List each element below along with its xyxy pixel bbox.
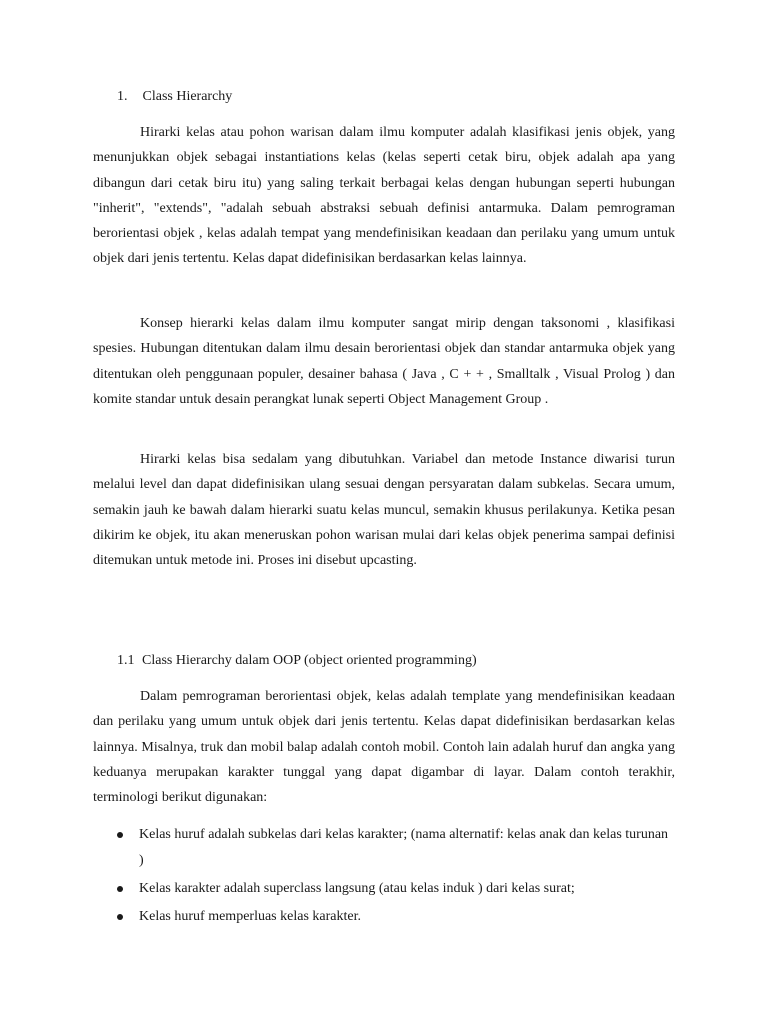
list-item <box>93 904 675 930</box>
list-item-text: Kelas karakter adalah superclass langsung (atau kelas induk ) dari kelas surat; <box>139 881 575 896</box>
section-title: Class Hierarchy dalam OOP (object oriented programming) <box>142 653 477 668</box>
section-number: 1.1 <box>117 653 135 668</box>
section-heading-1 <box>117 87 232 107</box>
paragraph-hierarki-definition: Hirarki kelas atau pohon warisan dalam ilmu komputer adalah klasifikasi jenis objek, yang menunjukkan objek sebagai instantiations kelas (kelas seperti cetak biru, objek adalah apa yang dibangun dari cetak biru itu) yang saling terkait berbagai kelas dengan hubungan seperti hubungan "inherit", "extends", "adalah sebuah abstraksi sebuah definisi antarmuka. Dalam pemrograman berorientasi objek , kelas adalah tempat yang mendefinisikan keadaan dan perilaku yang umum untuk objek dari jenis tertentu. Kelas dapat didefinisikan berdasarkan kelas lainnya. <box>93 125 675 267</box>
paragraph-hirarki-kedalaman: Hirarki kelas bisa sedalam yang dibutuhkan. Variabel dan metode Instance diwarisi turun melalui level dan dapat didefinisikan ulang sesuai dengan persyaratan dalam subkelas. Secara umum, semakin jauh ke bawah dalam hierarki suatu kelas muncul, semakin khusus perilakunya. Ketika pesan dikirim ke objek, itu akan meneruskan pohon warisan mulai dari kelas objek penerima sampai definisi ditemukan untuk metode ini. Proses ini disebut upcasting. <box>93 452 675 569</box>
bullet-icon <box>117 832 123 838</box>
list-item <box>93 822 675 874</box>
list-item-text: Kelas huruf memperluas kelas karakter. <box>139 909 361 924</box>
list-item <box>93 876 675 902</box>
paragraph-konsep-hierarki: Konsep hierarki kelas dalam ilmu komputer sangat mirip dengan taksonomi , klasifikasi spesies. Hubungan ditentukan dalam ilmu desain berorientasi objek dan standar antarmuka objek yang ditentukan oleh penggunaan populer, desainer bahasa ( Java , C + + , Smalltalk , Visual Prolog ) dan komite standar untuk desain perangkat lunak seperti Object Management Group . <box>93 316 675 407</box>
paragraph-oop-kelas: Dalam pemrograman berorientasi objek, kelas adalah template yang mendefinisikan keadaan dan perilaku yang umum untuk objek dari jenis tertentu. Kelas dapat didefinisikan berdasarkan kelas lainnya. Misalnya, truk dan mobil balap adalah contoh mobil. Contoh lain adalah huruf dan angka yang keduanya merupakan karakter tunggal yang dapat digambar di layar. Dalam contoh terakhir, terminologi berikut digunakan: <box>93 689 675 806</box>
section-number: 1. <box>117 89 128 104</box>
section-title: Class Hierarchy <box>142 89 233 104</box>
bullet-icon <box>117 914 123 920</box>
section-heading-1-1 <box>117 651 477 671</box>
bullet-icon <box>117 886 123 892</box>
list-item-text: Kelas huruf adalah subkelas dari kelas karakter; (nama alternatif: kelas anak dan kelas turunan ) <box>139 827 669 868</box>
bullet-list <box>93 822 675 932</box>
